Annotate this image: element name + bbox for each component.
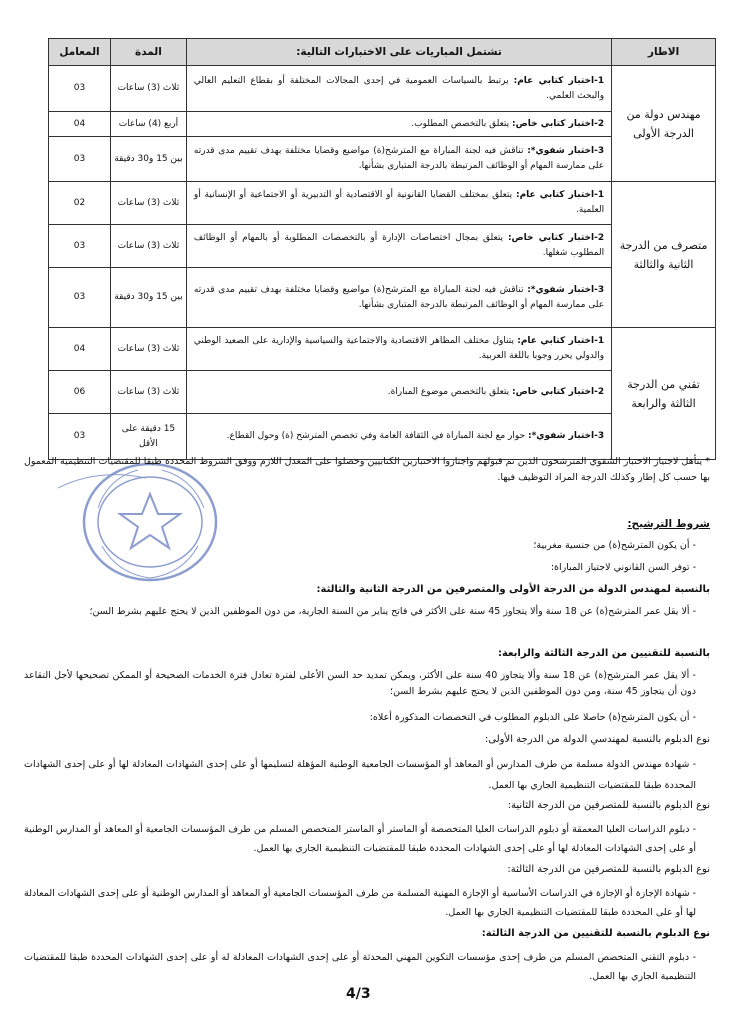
duration-cell: ثلاث (3) ساعات bbox=[110, 66, 186, 112]
duration-cell: ثلاث (3) ساعات bbox=[110, 371, 186, 414]
diploma-text-engineers: - شهادة مهندس الدولة مسلمة من طرف المدارس أو المعاهد أو المؤسسات الجامعية الوطنية المؤهلة لتسليمها أو على إحدى الشهادات المعادلة لها أو على إحدى الشهادات المحددة طبقا للمقتضيات التنظيمية الجاري بها العمل. bbox=[24, 754, 710, 796]
coefficient-cell: 03 bbox=[49, 414, 111, 460]
diploma-title-admins-grade3: نوع الدبلوم بالنسبة للمتصرفين من الدرجة الثالثة: bbox=[507, 864, 710, 875]
age-text-technicians: - ألا يقل عمر المترشح(ة) عن 18 سنة وألا يتجاوز 40 سنة على الأكثر، ويمكن تمديد حد السن الأعلى لفترة تعادل فترة الخدمات الصحيحة أو الممكن تصحيحها لأجل التقاعد دون أن يتجاوز 45 سنة، ومن دون الموظفين الذين لا يحتج عليهم بشرط السن؛ bbox=[24, 668, 710, 700]
frame-cell-engineer: مهندس دولة من الدرجة الأولى bbox=[612, 66, 716, 182]
section-title-engineers-admins: بالنسبة لمهندس الدولة من الدرجة الأولى والمتصرفين من الدرجة الثانية والثالثة: bbox=[316, 584, 710, 595]
exam-desc bbox=[186, 414, 611, 460]
exam-text: يتناول مختلف المظاهر الاقتصادية والاجتماعية والسياسية والإدارية على الصعيد الوطني والدولي يحرر وجوبا باللغة العربية. bbox=[193, 336, 605, 361]
exam-text: يتعلق بالتخصص المطلوب. bbox=[411, 118, 510, 129]
exam-text: يتعلق بمختلف القضايا القانونية أو الاقتصادية أو التدبيرية أو الاجتماعية أو الإنسانية أو العلمية. bbox=[193, 190, 605, 215]
coefficient-cell: 02 bbox=[49, 182, 111, 225]
table-header-row bbox=[49, 39, 716, 66]
exam-label: 3-اختبار شفوي*: bbox=[527, 146, 605, 156]
exam-desc bbox=[186, 268, 611, 328]
duration-cell: بين 15 و30 دقيقة bbox=[110, 268, 186, 328]
duration-cell: ثلاث (3) ساعات bbox=[110, 328, 186, 371]
header-duration: المدة bbox=[110, 39, 186, 66]
exam-label: 3-اختبار شفوي*: bbox=[527, 284, 605, 295]
header-exams: تشتمل المباريات على الاختبارات التالية: bbox=[186, 39, 611, 66]
header-coefficient: المعامل bbox=[49, 39, 111, 66]
diploma-title-admins-grade2: نوع الدبلوم بالنسبة للمتصرفين من الدرجة الثانية: bbox=[507, 800, 710, 811]
exam-desc bbox=[186, 112, 611, 137]
diploma-title-technicians: نوع الدبلوم بالنسبة للتقنيين من الدرجة الثالثة: bbox=[481, 928, 710, 939]
exam-text: يتعلق بالتخصص موضوع المباراة. bbox=[387, 386, 510, 397]
diploma-text-admins-grade2: - دبلوم الدراسات العليا المعمقة أو دبلوم الدراسات العليا المتخصصة أو الماستر أو الماستر المتخصص المسلم من طرف المؤسسات الجامعية أو المعاهد أو المدارس الوطنية أو على إحدى الشهادات المعادلة لها أو على إحدى الشهادات المحددة طبقا للمقتضيات التنظيمية الجاري بها العمل. bbox=[24, 820, 710, 858]
exam-label: 2-اختبار كتابي خاص: bbox=[512, 386, 605, 397]
table-row bbox=[49, 328, 716, 371]
coefficient-cell: 04 bbox=[49, 328, 111, 371]
exam-label: 1-اختبار كتابي عام: bbox=[517, 336, 605, 346]
condition-age: - توفر السن القانوني لاجتياز المباراة: bbox=[24, 560, 710, 576]
exam-desc bbox=[186, 225, 611, 268]
exam-label: 1-اختبار كتابي عام: bbox=[513, 75, 605, 86]
exam-desc bbox=[186, 137, 611, 182]
exam-desc bbox=[186, 328, 611, 371]
frame-cell-administrator: متصرف من الدرجة الثانية والثالثة bbox=[612, 182, 716, 328]
coefficient-cell: 03 bbox=[49, 268, 111, 328]
coefficient-cell: 03 bbox=[49, 225, 111, 268]
table-row bbox=[49, 66, 716, 112]
duration-cell: ثلاث (3) ساعات bbox=[110, 182, 186, 225]
exams-table bbox=[48, 38, 716, 460]
diploma-intro: - أن يكون المترشح(ة) حاصلا على الدبلوم المطلوب في التخصصات المذكورة أعلاه: bbox=[24, 710, 710, 726]
age-text-engineers-admins: - ألا يقل عمر المترشح(ة) عن 18 سنة وألا يتجاوز 45 سنة على الأكثر في فاتح يناير من السنة الجارية، من دون الموظفين الذين لا يحتج عليهم بشرط السن؛ bbox=[24, 604, 710, 620]
exam-desc bbox=[186, 371, 611, 414]
exam-label: 1-اختبار كتابي عام: bbox=[515, 190, 605, 200]
duration-cell: 15 دقيقة على الأقل bbox=[110, 414, 186, 460]
exam-text: يتعلق بمجال اختصاصات الإدارة أو بالتخصصات المطلوبة أو بالمهام أو الوظائف المطلوب شغلها. bbox=[193, 233, 605, 258]
header-frame: الاطار bbox=[612, 39, 716, 66]
page-number: 4/3 bbox=[346, 986, 371, 1002]
exam-text: يرتبط بالسياسات العمومية في إحدى المجالات المختلفة أو بقطاع التعليم العالي والبحث العلمي. bbox=[193, 75, 605, 101]
exam-desc bbox=[186, 182, 611, 225]
condition-nationality: - أن يكون المترشح(ة) من جنسية مغربية؛ bbox=[24, 538, 710, 554]
diploma-text-admins-grade3: - شهادة الإجازة أو الإجازة في الدراسات الأساسية أو الإجازة المهنية المسلمة من طرف المؤسسات الجامعية أو المعاهد أو المدارس الوطنية أو على إحدى الشهادات المعادلة لها أو على المحددة طبقا للمقتضيات التنظيمية الجاري بها العمل. bbox=[24, 884, 710, 922]
coefficient-cell: 04 bbox=[49, 112, 111, 137]
exam-text: حوار مع لجنة المباراة في الثقافة العامة وفي تخصص المترشح (ة) وحول القطاع. bbox=[226, 431, 526, 441]
diploma-text-technicians: - دبلوم التقني المتخصص المسلم من طرف إحدى مؤسسات التكوين المهني المحدثة أو على إحدى الشهادات المعادلة له أو على إحدى الشهادات المحددة طبقا للمقتضيات التنظيمية الجاري بها العمل. bbox=[24, 948, 710, 986]
conditions-title: شروط الترشيح: bbox=[627, 518, 710, 530]
exam-label: 3-اختبار شفوي*: bbox=[527, 431, 605, 441]
exam-desc bbox=[186, 66, 611, 112]
oral-exam-note: * يتأهل لاجتياز الاختبار الشفوي المترشحون الذين تم قبولهم واجتازوا الاختبارين الكتابيين وحصلوا على المعدل اللازم ووفق الشروط المحددة طبقا للمقتضيات التنظيمية المعمول بها حسب كل إطار وكذلك الدرجة المراد التوظيف فيها. bbox=[24, 456, 710, 483]
exam-text: تناقش فيه لجنة المباراة مع المترشح(ة) مواضيع وقضايا مختلفة بهدف تقييم مدى قدرته على ممارسة المهام أو الوظائف المرتبطة بالدرجة المتبارى بشأنها. bbox=[193, 146, 605, 171]
duration-cell: أربع (4) ساعات bbox=[110, 112, 186, 137]
exam-text: تناقش فيه لجنة المباراة مع المترشح(ة) مواضيع وقضايا مختلفة بهدف تقييم مدى قدرته على ممارسة المهام أو الوظائف المرتبطة بالدرجة المتبارى بشأنها. bbox=[193, 284, 605, 310]
section-title-technicians: بالنسبة للتقنيين من الدرجة الثالثة والرابعة: bbox=[497, 648, 710, 659]
exam-label: 2-اختبار كتابي خاص: bbox=[507, 233, 605, 243]
diploma-title-engineers: نوع الدبلوم بالنسبة لمهندسي الدولة من الدرجة الأولى: bbox=[484, 734, 710, 745]
duration-cell: بين 15 و30 دقيقة bbox=[110, 137, 186, 182]
coefficient-cell: 06 bbox=[49, 371, 111, 414]
exam-label: 2-اختبار كتابي خاص: bbox=[512, 118, 605, 129]
coefficient-cell: 03 bbox=[49, 66, 111, 112]
coefficient-cell: 03 bbox=[49, 137, 111, 182]
duration-cell: ثلاث (3) ساعات bbox=[110, 225, 186, 268]
frame-cell-technician: تقني من الدرجة الثالثة والرابعة bbox=[612, 328, 716, 460]
table-row bbox=[49, 182, 716, 225]
